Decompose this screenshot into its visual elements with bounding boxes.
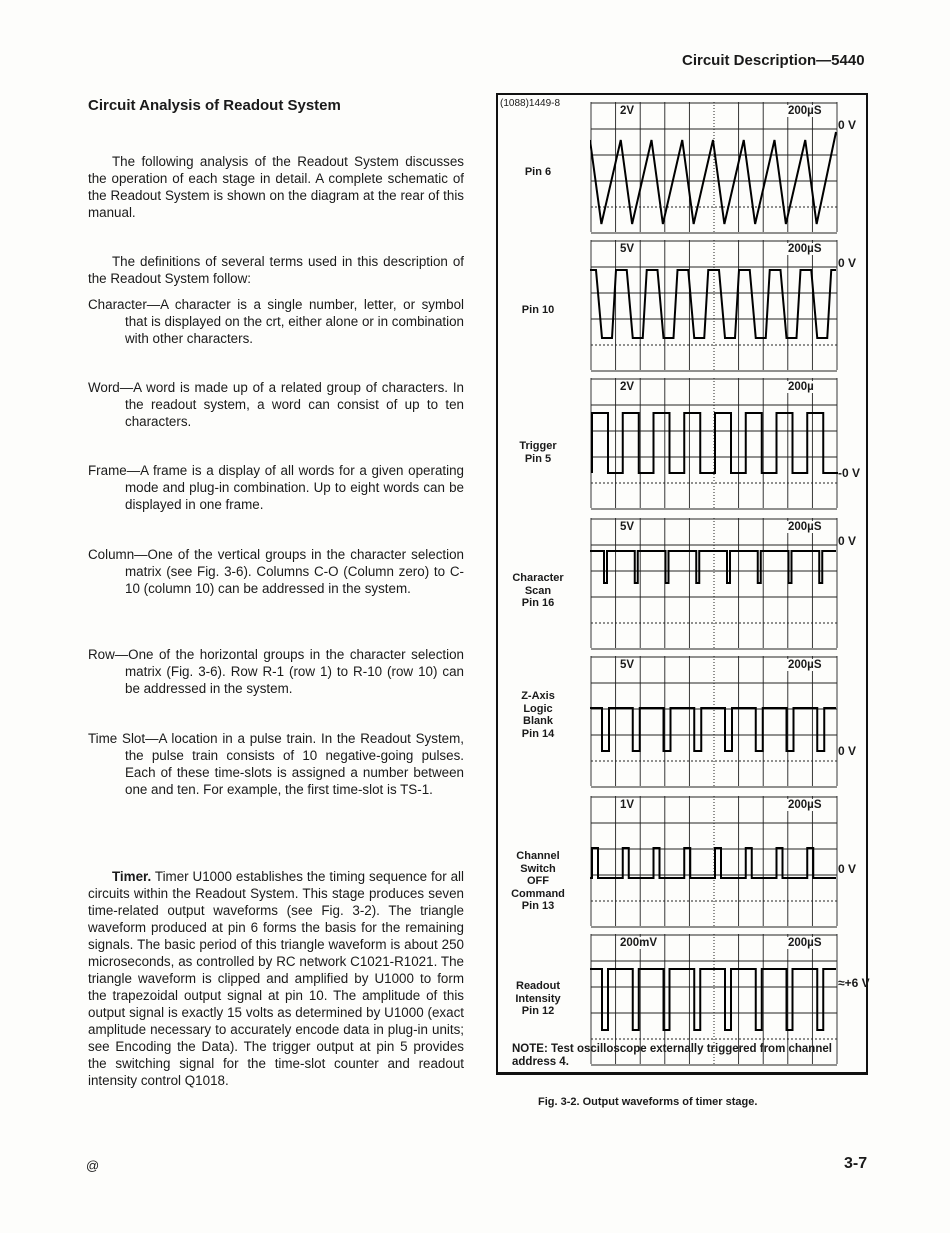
oscilloscope-trace <box>590 102 838 234</box>
volts-per-div: 200mV <box>620 937 658 949</box>
time-per-div: 200µS <box>788 243 822 255</box>
definitions-intro: The definitions of several terms used in this description of the Readout System follow: <box>88 254 464 286</box>
time-per-div: 200µS <box>788 659 822 671</box>
volts-per-div: 5V <box>620 659 635 671</box>
definition-word: Word—A word is made up of a related group of characters. In the readout system, a word can consist of up to ten characters. <box>88 380 464 429</box>
waveform-label: Pin 6 <box>524 166 552 178</box>
waveform-trace <box>590 551 836 583</box>
waveform-trace <box>590 848 836 878</box>
definition-column: Column—One of the vertical groups in the character selection matrix (see Fig. 3-6). Columns C-O (Column zero) to C-10 (column 10) can be addressed in the system. <box>88 547 464 596</box>
oscilloscope-trace <box>590 518 838 650</box>
definition-time-slot: Time Slot—A location in a pulse train. In the Readout System, the pulse train consists of 10 negative-going pulses. Each of these time-slots is assigned a number between one and ten. For example, the first time-slot is TS-1. <box>88 731 464 797</box>
reference-level: 0 V <box>838 744 857 758</box>
figure-note: NOTE: Test oscilloscope externally triggered from channel address 4. <box>512 1043 832 1068</box>
timer-paragraph <box>88 868 464 1089</box>
oscilloscope-trace <box>590 378 838 510</box>
volts-per-div: 5V <box>620 521 635 533</box>
time-per-div: 200µS <box>788 937 822 949</box>
volts-per-div: 2V <box>620 105 635 117</box>
footer-mark: @ <box>86 1158 100 1173</box>
intro-paragraph: The following analysis of the Readout System discusses the operation of each stage in detail. A complete schematic of the Readout System is shown on the diagram at the rear of this manual. <box>88 154 464 220</box>
definition-row: Row—One of the horizontal groups in the character selection matrix (Fig. 3-6). Row R-1 (row 1) to R-10 (row 10) can be addressed in the system. <box>88 647 464 696</box>
reference-level: 0 V <box>838 862 857 876</box>
timer-text: Timer U1000 establishes the timing sequence for all circuits within the Readout System. This stage produces seven time-related output waveforms (see Fig. 3-2). The triangle waveform produced at pin 6 forms the basis for the remaining signals. The basic period of this triangle waveform is about 250 microseconds, as controlled by RC network C1021-R1021. The triangle waveform is clipped and amplified by U1000 to form the trapezoidal output signal at pin 10. The amplitude of this output signal is exactly 15 volts as determined by U1000 (exact amplitude necessary to accurately encode data in plug-in units; see Encoding the Data). The trigger output at pin 5 provides the switching signal for the time-slot counter and readout intensity control Q1018. <box>88 869 464 1088</box>
oscilloscope-trace <box>590 240 838 372</box>
time-per-div: 200µ <box>788 381 814 393</box>
time-per-div: 200µS <box>788 799 822 811</box>
reference-level: 0 V <box>838 256 857 270</box>
running-header: Circuit Description—5440 <box>682 52 865 69</box>
figure-caption: Fig. 3-2. Output waveforms of timer stage. <box>538 1096 758 1108</box>
waveform-trace <box>590 969 836 1030</box>
figure-id: (1088)1449-8 <box>500 98 561 109</box>
waveform-trace <box>590 270 836 338</box>
waveform-label: Readout Intensity Pin 12 <box>515 980 561 1017</box>
definition-character: Character—A character is a single number, letter, or symbol that is displayed on the crt, either alone or in combination with other characters. <box>88 297 464 346</box>
page-number: 3-7 <box>844 1155 868 1172</box>
waveform-label: Z-Axis Logic Blank Pin 14 <box>521 690 555 740</box>
reference-level: 0 V <box>838 118 857 132</box>
volts-per-div: 5V <box>620 243 635 255</box>
oscilloscope-trace <box>590 656 838 788</box>
reference-level: -0 V <box>838 466 861 480</box>
definition-frame: Frame—A frame is a display of all words for a given operating mode and plug-in combination. Up to eight words can be displayed in one frame. <box>88 463 464 512</box>
time-per-div: 200µS <box>788 105 822 117</box>
waveform-trace <box>592 413 838 473</box>
timer-lead: Timer. <box>112 869 152 884</box>
time-per-div: 200µS <box>788 521 822 533</box>
waveform-trace <box>590 132 836 224</box>
waveform-trace <box>590 708 836 751</box>
volts-per-div: 1V <box>620 799 635 811</box>
oscilloscope-trace <box>590 796 838 928</box>
section-title: Circuit Analysis of Readout System <box>88 97 341 114</box>
waveform-label: Character Scan Pin 16 <box>512 572 564 609</box>
waveform-label: Channel Switch OFF Command Pin 13 <box>511 850 565 912</box>
waveform-label: Pin 10 <box>521 304 555 316</box>
reference-level: ≈+6 V <box>838 976 870 990</box>
waveform-label: Trigger Pin 5 <box>519 440 557 465</box>
volts-per-div: 2V <box>620 381 635 393</box>
reference-level: 0 V <box>838 534 857 548</box>
